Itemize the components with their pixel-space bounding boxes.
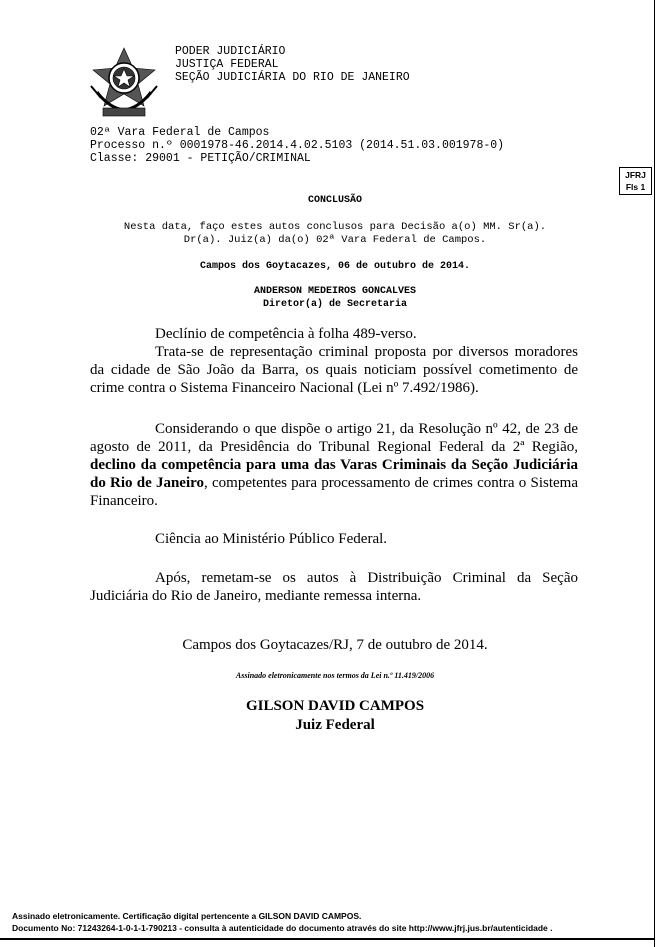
judge-name: GILSON DAVID CAMPOS xyxy=(245,698,425,714)
p3-text-a: Considerando o que dispõe o artigo 21, da Resolução nº 42, de 23 de agosto de 2011, da Presidência do Tribunal Regional Federal da 2ª Região, xyxy=(90,421,578,455)
director-title: Diretor(a) de Secretaria xyxy=(262,299,408,310)
case-processo: Processo n.º 0001978-46.2014.4.02.5103 (2014.51.03.001978-0) xyxy=(90,139,505,152)
header-poder: PODER JUDICIÁRIO xyxy=(175,45,286,58)
page-border-right xyxy=(654,0,655,947)
folio-stamp xyxy=(619,167,652,195)
header-secao: SEÇÃO JUDICIÁRIA DO RIO DE JANEIRO xyxy=(175,71,410,84)
conclusao-text xyxy=(90,221,580,247)
p3-text-b: , competentes para processamento de crimes contra o Sistema Financeiro. xyxy=(90,475,578,509)
electronic-signature-note: Assinado eletronicamente nos termos da Lei n.º 11.419/2006 xyxy=(235,671,435,680)
paragraph-apos: Após, remetam-se os autos à Distribuição Criminal da Seção Judiciária do Rio de Janeiro, mediante remessa interna. xyxy=(90,570,578,604)
case-vara: 02ª Vara Federal de Campos xyxy=(90,126,270,139)
case-classe: Classe: 29001 - PETIÇÃO/CRIMINAL xyxy=(90,152,311,165)
director-block xyxy=(90,285,580,311)
paragraph-declinio: Declínio de competência à folha 489-verso. xyxy=(155,326,417,342)
conclusao-date: Campos dos Goytacazes, 06 de outubro de 2014. xyxy=(199,261,471,272)
paragraph-ciencia: Ciência ao Ministério Público Federal. xyxy=(155,531,388,547)
footer-document-number: Documento No: 71243264-1-0-1-1-790213 - consulta à autenticidade do documento através do site http://www.jfrj.jus.br/autenticidade . xyxy=(12,923,553,933)
conclusao-title: CONCLUSÃO xyxy=(307,195,362,206)
judge-title: Juiz Federal xyxy=(295,717,375,733)
header-justica: JUSTIÇA FEDERAL xyxy=(175,58,279,71)
page-border-bottom xyxy=(0,938,655,940)
stamp-fls: Fls 1 xyxy=(625,182,646,192)
stamp-jfrj: JFRJ xyxy=(625,170,646,180)
paragraph-representacao: Trata-se de representação criminal proposta por diversos moradores da cidade de São João da Barra, os quais noticiam possível cometimento de crime contra o Sistema Financeiro Nacional (Lei nº 7.492/1986). xyxy=(90,344,578,396)
signature-place-date: Campos dos Goytacazes/RJ, 7 de outubro de 2014. xyxy=(182,637,488,653)
paragraph-considerando xyxy=(90,420,578,510)
court-header xyxy=(175,45,410,84)
director-name: ANDERSON MEDEIROS GONCALVES xyxy=(253,286,417,297)
conclusao-text-line2: Dr(a). Juiz(a) da(o) 02ª Vara Federal de Campos. xyxy=(183,234,487,246)
brasao-republica-seal xyxy=(89,46,159,120)
case-info xyxy=(90,126,504,165)
p3-text-bold: declino da competência para uma das Varas Criminais da Seção Judiciária do Rio de Janeiro xyxy=(90,457,578,491)
authentication-footer xyxy=(12,910,553,934)
conclusao-text-line1: Nesta data, faço estes autos conclusos para Decisão a(o) MM. Sr(a). xyxy=(123,221,547,233)
footer-certificate: Assinado eletronicamente. Certificação digital pertencente a GILSON DAVID CAMPOS. xyxy=(12,911,362,921)
